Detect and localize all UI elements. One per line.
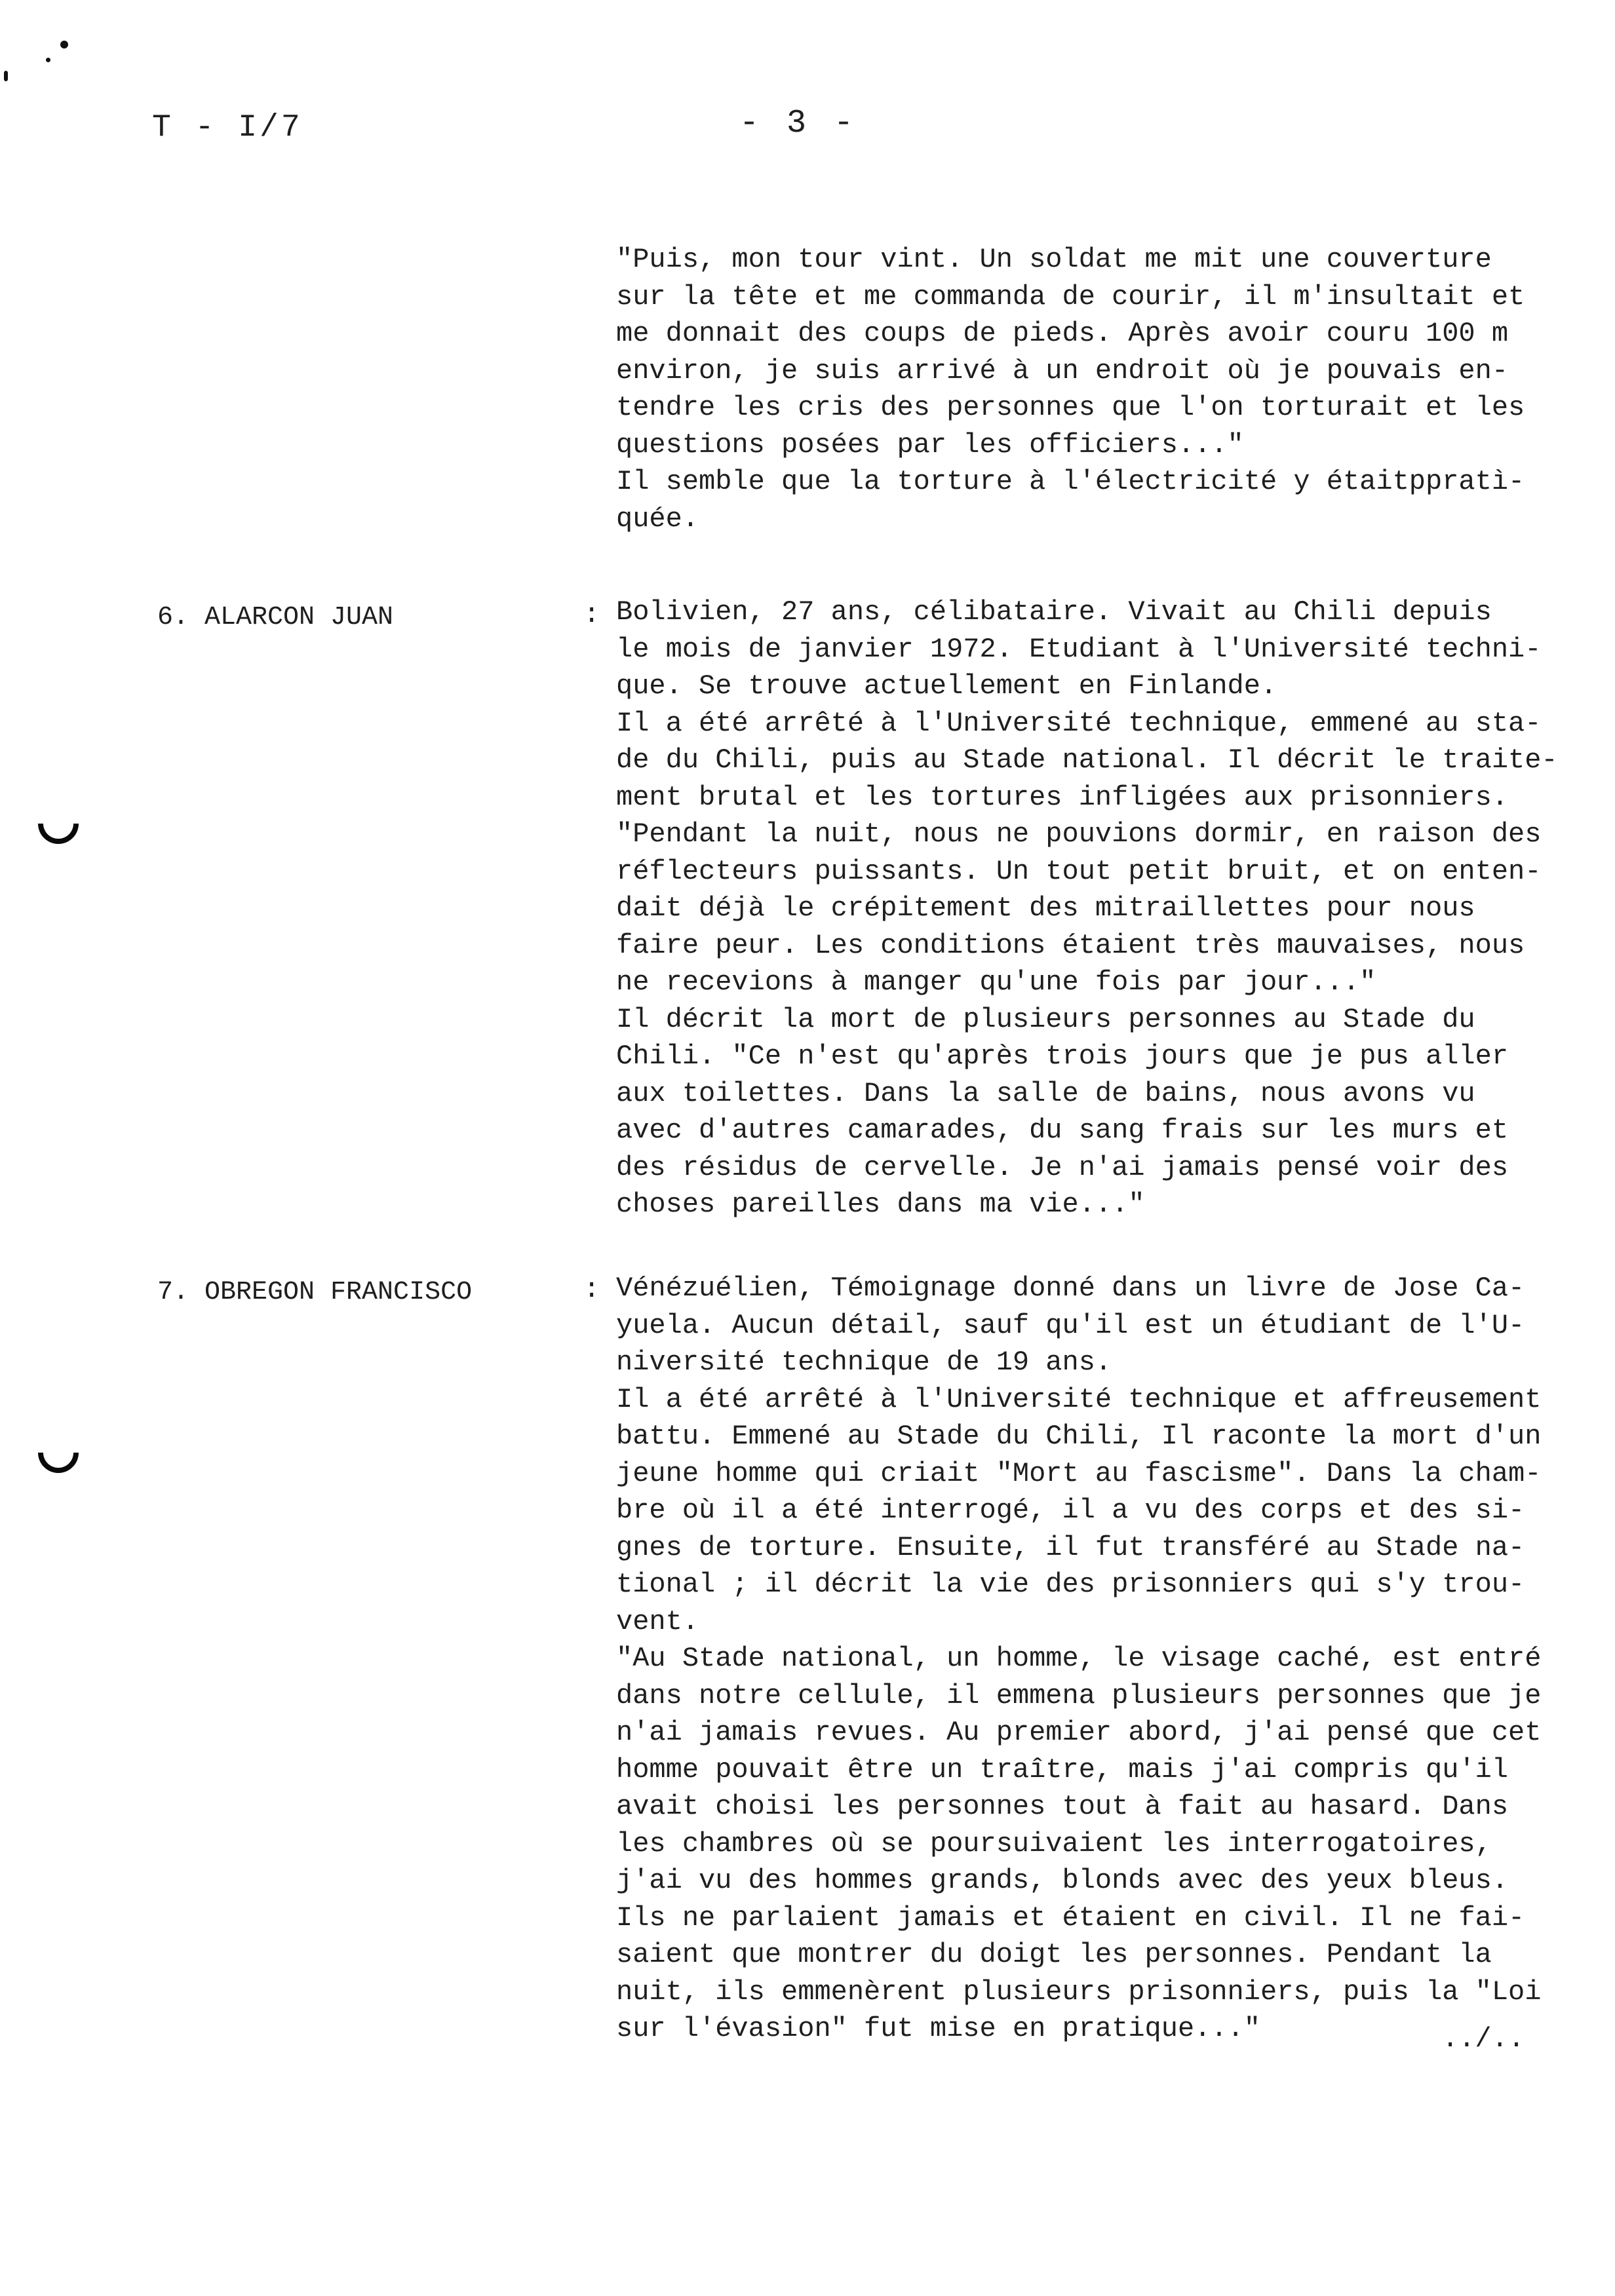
text-line: dait déjà le crépitement des mitraillettes pour nous — [616, 892, 1475, 924]
text-line: choses pareilles dans ma vie..." — [616, 1189, 1145, 1220]
text-line: "Pendant la nuit, nous ne pouvions dormir, en raison des — [616, 818, 1542, 850]
page-number: - 3 - — [739, 105, 858, 142]
text-line: niversité technique de 19 ans. — [616, 1347, 1112, 1378]
text-line: "Au Stade national, un homme, le visage caché, est entré — [616, 1643, 1542, 1674]
scan-speck — [4, 71, 8, 81]
entry-colon: : — [583, 1274, 600, 1305]
text-line: battu. Emmené au Stade du Chili, Il raconte la mort d'un — [616, 1421, 1542, 1452]
entry-colon: : — [583, 599, 600, 630]
text-line: dans notre cellule, il emmena plusieurs personnes que je — [616, 1679, 1542, 1712]
text-line: homme pouvait être un traître, mais j'ai compris qu'il — [616, 1753, 1509, 1786]
text-line: tendre les cris des personnes que l'on torturait et les — [616, 392, 1525, 423]
text-line: nuit, ils emmenèrent plusieurs prisonniers, puis la "Loi — [616, 1976, 1542, 2008]
text-line: les chambres où se poursuivaient les interrogatoires, — [616, 1827, 1492, 1860]
text-line: vent. — [616, 1605, 699, 1637]
text-line: que. Se trouve actuellement en Finlande. — [616, 670, 1277, 702]
entry-name-obregon: 7. OBREGON FRANCISCO — [157, 1278, 473, 1307]
text-line: bre où il a été interrogé, il a vu des corps et des si- — [616, 1495, 1525, 1526]
text-line: avait choisi les personnes tout à fait au hasard. Dans — [616, 1791, 1509, 1822]
text-line: Il a été arrêté à l'Université technique, emmené au sta- — [616, 707, 1542, 739]
text-line: environ, je suis arrivé à un endroit où je pouvais en- — [616, 354, 1509, 387]
entry-body-alarcon — [616, 594, 1558, 1223]
text-line: Chili. "Ce n'est qu'après trois jours que je pus aller — [616, 1041, 1509, 1072]
text-line: avec d'autres camarades, du sang frais sur les murs et — [616, 1115, 1509, 1146]
text-line: sur la tête et me commanda de courir, il m'insultait et — [616, 280, 1525, 313]
text-line: questions posées par les officiers..." — [616, 429, 1244, 461]
text-line: saient que montrer du doigt les personnes. Pendant la — [616, 1939, 1492, 1970]
text-line: Ils ne parlaient jamais et étaient en civil. Il ne fai- — [616, 1902, 1525, 1934]
text-line: tional ; il décrit la vie des prisonniers qui s'y trou- — [616, 1569, 1525, 1600]
text-line: Vénézuélien, Témoignage donné dans un livre de Jose Ca- — [616, 1272, 1525, 1304]
scan-speck — [46, 58, 50, 62]
text-line: n'ai jamais revues. Au premier abord, j'ai pensé que cet — [616, 1717, 1542, 1748]
text-line: j'ai vu des hommes grands, blonds avec des yeux bleus. — [616, 1865, 1509, 1896]
punch-hole-mark — [29, 795, 87, 852]
text-line: jeune homme qui criait "Mort au fascisme". Dans la cham- — [616, 1457, 1542, 1489]
scan-speck — [60, 41, 68, 48]
text-line: Il semble que la torture à l'électricité y étaitppratì- — [616, 466, 1525, 497]
text-line: aux toilettes. Dans la salle de bains, nous avons vu — [616, 1077, 1475, 1109]
document-reference: T - I/7 — [152, 110, 303, 145]
intro-paragraph — [616, 241, 1547, 537]
entry-body-obregon — [616, 1270, 1547, 2048]
text-line: quée. — [616, 503, 699, 535]
punch-hole-mark — [29, 1424, 87, 1482]
entry-name-alarcon: 6. ALARCON JUAN — [157, 603, 394, 632]
text-line: le mois de janvier 1972. Etudiant à l'Université techni- — [616, 633, 1542, 665]
text-line: "Puis, mon tour vint. Un soldat me mit une couverture — [616, 244, 1492, 275]
text-line: faire peur. Les conditions étaient très mauvaises, nous — [616, 929, 1525, 961]
continued-mark: ../.. — [1442, 2023, 1525, 2055]
text-line: réflecteurs puissants. Un tout petit bruit, et on enten- — [616, 855, 1542, 887]
text-line: gnes de torture. Ensuite, il fut transféré au Stade na- — [616, 1531, 1525, 1563]
text-line: Il décrit la mort de plusieurs personnes au Stade du — [616, 1003, 1475, 1035]
text-line: de du Chili, puis au Stade national. Il décrit le traite- — [616, 744, 1558, 776]
text-line: sur l'évasion" fut mise en pratique..." — [616, 2013, 1260, 2044]
text-line: me donnait des coups de pieds. Après avoir couru 100 m — [616, 318, 1509, 349]
text-line: Bolivien, 27 ans, célibataire. Vivait au Chili depuis — [616, 596, 1492, 628]
text-line: ne recevions à manger qu'une fois par jour..." — [616, 966, 1376, 998]
text-line: yuela. Aucun détail, sauf qu'il est un étudiant de l'U- — [616, 1309, 1525, 1341]
text-line: des résidus de cervelle. Je n'ai jamais pensé voir des — [616, 1151, 1509, 1183]
text-line: Il a été arrêté à l'Université technique et affreusement — [616, 1383, 1542, 1415]
text-line: ment brutal et les tortures infligées aux prisonniers. — [616, 781, 1509, 813]
